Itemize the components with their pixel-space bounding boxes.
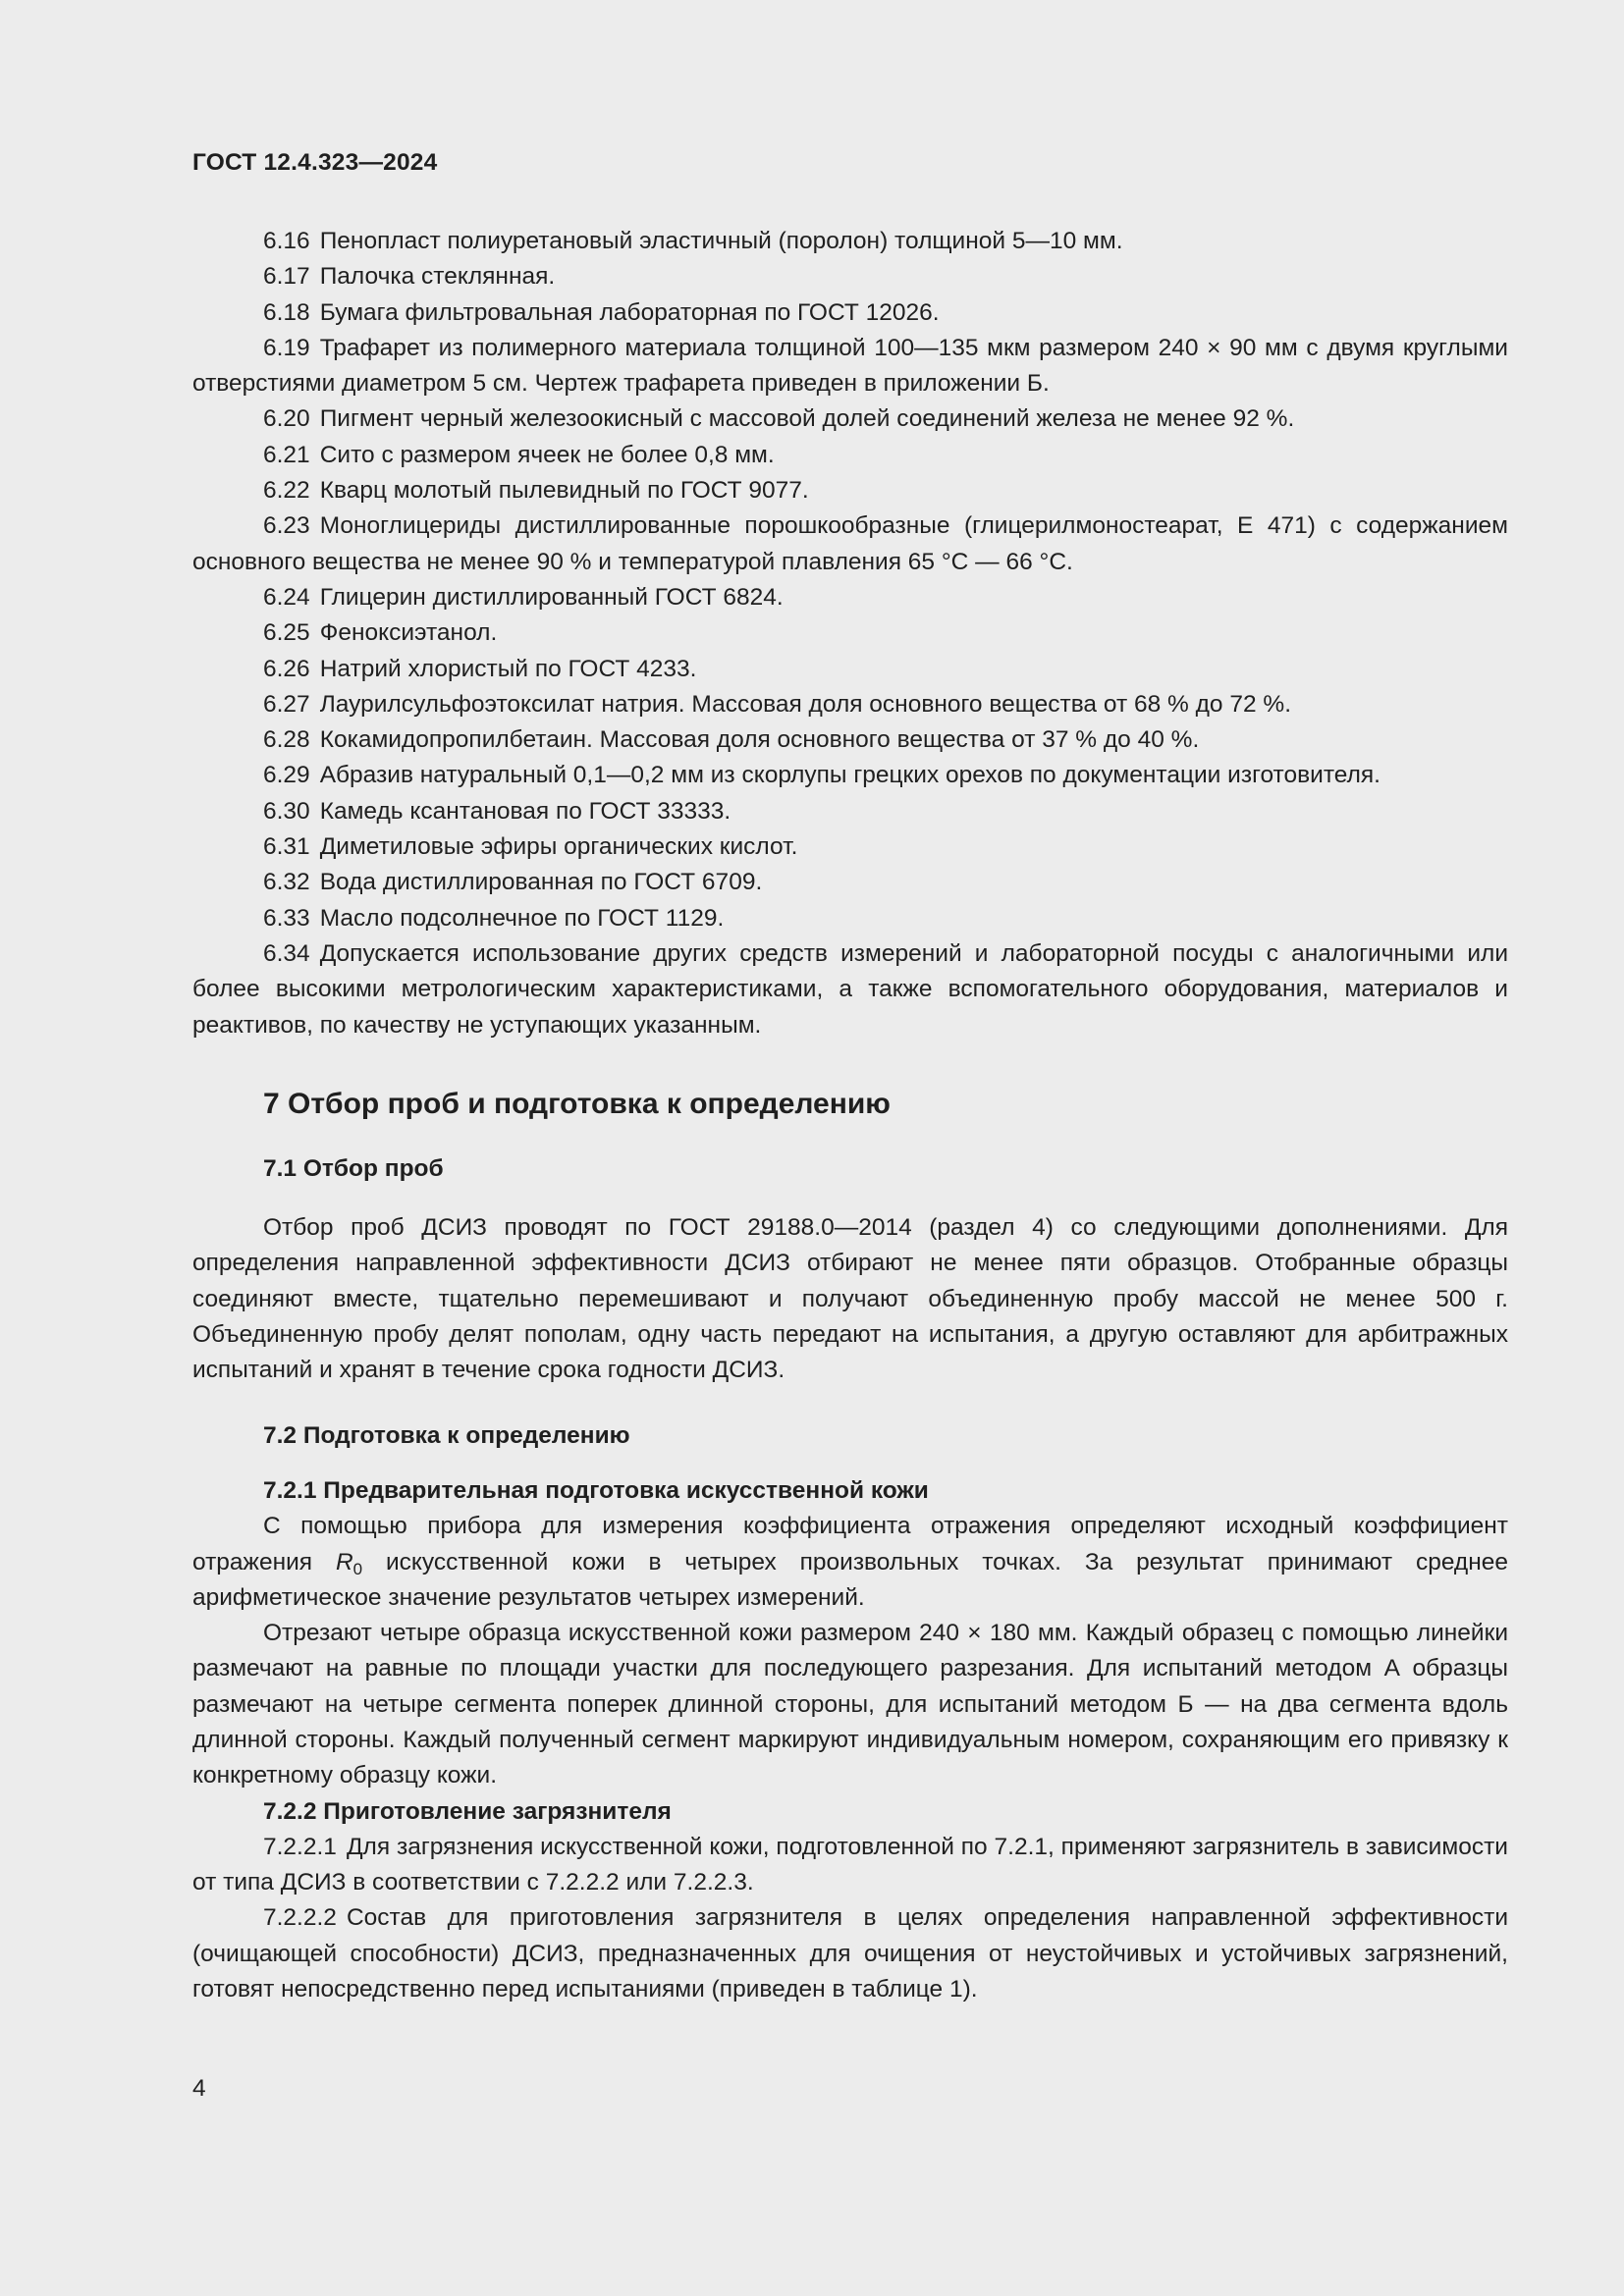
list-item <box>192 224 1508 259</box>
section-7-2-1-paragraph-2: Отрезают четыре образца искусственной кожи размером 240 × 180 мм. Каждый образец с помощью линейки размечают на равные по площади участки для последующего разрезания. Для испытаний методом А образцы размечают на четыре сегмента поперек длинной стороны, для испытаний методом Б — на два сегмента вдоль длинной стороны. Каждый полученный сегмент маркируют индивидуальным номером, сохраняющим его привязку к конкретному образцу кожи. <box>192 1620 1508 1789</box>
list-item <box>192 295 1508 331</box>
page-number: 4 <box>192 2075 206 2102</box>
list-item <box>192 758 1508 793</box>
list-item <box>192 401 1508 437</box>
clause-text: Пенопласт полиуретановый эластичный (поролон) толщиной 5—10 мм. <box>319 228 1123 254</box>
clause-text: Вода дистиллированная по ГОСТ 6709. <box>319 869 763 896</box>
clause-text: Для загрязнения искусственной кожи, подготовленной по 7.2.1, применяют загрязнитель в зависимости от типа ДСИЗ в соответствии с 7.2.2.2 или 7.2.2.3. <box>192 1833 1508 1896</box>
clause-text: Абразив натуральный 0,1—0,2 мм из скорлупы грецких орехов по документации изготовителя. <box>319 762 1380 789</box>
clause-number: 6.30 <box>263 797 310 825</box>
clause-text: Камедь ксантановая по ГОСТ 33333. <box>319 797 731 825</box>
section-7-2-2-heading: 7.2.2 Приготовление загрязнителя <box>263 1797 672 1825</box>
document-header: ГОСТ 12.4.323—2024 <box>192 149 438 176</box>
clause-text: Бумага фильтровальная лабораторная по ГОСТ 12026. <box>319 298 940 326</box>
clause-text: Диметиловые эфиры органических кислот. <box>319 833 798 861</box>
clause-number: 6.33 <box>263 904 310 932</box>
clause-text: Палочка стеклянная. <box>319 263 556 291</box>
clause-text: Натрий хлористый по ГОСТ 4233. <box>319 655 697 682</box>
clause-number: 6.27 <box>263 690 310 718</box>
clause-number: 7.2.2.1 <box>263 1833 337 1860</box>
list-item <box>192 687 1508 722</box>
equipment-list <box>192 224 1508 1043</box>
clause-text: Кварц молотый пылевидный по ГОСТ 9077. <box>319 477 809 505</box>
clause-number: 7.2.2.2 <box>263 1904 337 1932</box>
list-item <box>192 901 1508 936</box>
clause-text: Кокамидопропилбетаин. Массовая доля основного вещества от 37 % до 40 %. <box>319 726 1200 754</box>
clause-number: 6.22 <box>263 477 310 505</box>
clause-text: Лаурилсульфоэтоксилат натрия. Массовая доля основного вещества от 68 % до 72 %. <box>319 690 1292 718</box>
clause-text: Масло подсолнечное по ГОСТ 1129. <box>319 904 725 932</box>
list-item <box>192 652 1508 687</box>
p1-text-b: искусственной кожи в четырех произвольных точках. За результат принимают среднее арифметическое значение результатов четырех измерений. <box>192 1548 1508 1611</box>
list-item <box>192 259 1508 294</box>
clause-number: 6.17 <box>263 263 310 291</box>
clause-number: 6.28 <box>263 726 310 754</box>
section-7-1-paragraph: Отбор проб ДСИЗ проводят по ГОСТ 29188.0—2014 (раздел 4) со следующими дополнениями. Для определения направленной эффективности ДСИЗ отбирают не менее пяти образцов. Отобранные образцы соединяют вместе, тщательно перемешивают и получают объединенную пробу массой не менее 500 г. Объединенную пробу делят пополам, одну часть передают на испытания, а другую оставляют для арбитражных испытаний и хранят в течение срока годности ДСИЗ. <box>192 1214 1508 1384</box>
clause-number: 6.29 <box>263 762 310 789</box>
reflection-coefficient-symbol: R <box>335 1548 353 1575</box>
clause-text: Сито с размером ячеек не более 0,8 мм. <box>319 441 775 468</box>
section-7-2-2-2-paragraph <box>192 1900 1508 2007</box>
list-item <box>192 508 1508 580</box>
section-7-2-heading: 7.2 Подготовка к определению <box>263 1421 630 1449</box>
clause-number: 6.25 <box>263 619 310 647</box>
list-item <box>192 438 1508 473</box>
list-item <box>192 829 1508 865</box>
clause-text: Пигмент черный железоокисный с массовой долей соединений железа не менее 92 %. <box>319 405 1295 433</box>
section-7-heading: 7 Отбор проб и подготовка к определению <box>263 1087 891 1120</box>
list-item <box>192 722 1508 758</box>
list-item <box>192 473 1508 508</box>
list-item <box>192 615 1508 651</box>
section-7-2-2-1-paragraph <box>192 1830 1508 1901</box>
clause-text: Феноксиэтанол. <box>319 619 498 647</box>
clause-number: 6.31 <box>263 833 310 861</box>
clause-number: 6.18 <box>263 298 310 326</box>
clause-number: 6.26 <box>263 655 310 682</box>
clause-text: Допускается использование других средств измерений и лабораторной посуды с аналогичными или более высокими метрологическим характеристиками, а также вспомогательного оборудования, материалов и реактивов, по качеству не уступающих указанным. <box>192 939 1508 1039</box>
section-7-2-1-paragraph-1 <box>192 1509 1508 1616</box>
clause-number: 6.34 <box>263 939 310 967</box>
section-7-2-1-heading: 7.2.1 Предварительная подготовка искусственной кожи <box>263 1476 929 1504</box>
clause-text: Глицерин дистиллированный ГОСТ 6824. <box>319 583 784 611</box>
clause-number: 6.24 <box>263 583 310 611</box>
reflection-coefficient-subscript: 0 <box>352 1559 363 1578</box>
clause-number: 6.23 <box>263 512 310 540</box>
clause-number: 6.16 <box>263 228 310 254</box>
clause-number: 6.21 <box>263 441 310 468</box>
list-item <box>192 865 1508 900</box>
clause-number: 6.20 <box>263 405 310 433</box>
clause-text: Моноглицериды дистиллированные порошкообразные (глицерилмоностеарат, Е 471) с содержанием основного вещества не менее 90 % и температурой плавления 65 °С — 66 °С. <box>192 512 1508 575</box>
document-body <box>192 224 1508 2007</box>
clause-text: Состав для приготовления загрязнителя в целях определения направленной эффективности (очищающей способности) ДСИЗ, предназначенных для очищения от неустойчивых и устойчивых загрязнений, готовят непосредственно перед испытаниями (приведен в таблице 1). <box>192 1904 1508 2003</box>
clause-number: 6.19 <box>263 334 310 361</box>
clause-text: Трафарет из полимерного материала толщиной 100—135 мкм размером 240 × 90 мм с двумя круглыми отверстиями диаметром 5 см. Чертеж трафарета приведен в приложении Б. <box>192 334 1508 398</box>
list-item <box>192 936 1508 1043</box>
list-item <box>192 331 1508 402</box>
list-item <box>192 580 1508 615</box>
section-7-1-heading: 7.1 Отбор проб <box>263 1154 444 1182</box>
list-item <box>192 794 1508 829</box>
p1-text-a: С помощью прибора для измерения коэффициента отражения определяют исходный коэффициент отражения <box>192 1513 1508 1575</box>
clause-number: 6.32 <box>263 869 310 896</box>
